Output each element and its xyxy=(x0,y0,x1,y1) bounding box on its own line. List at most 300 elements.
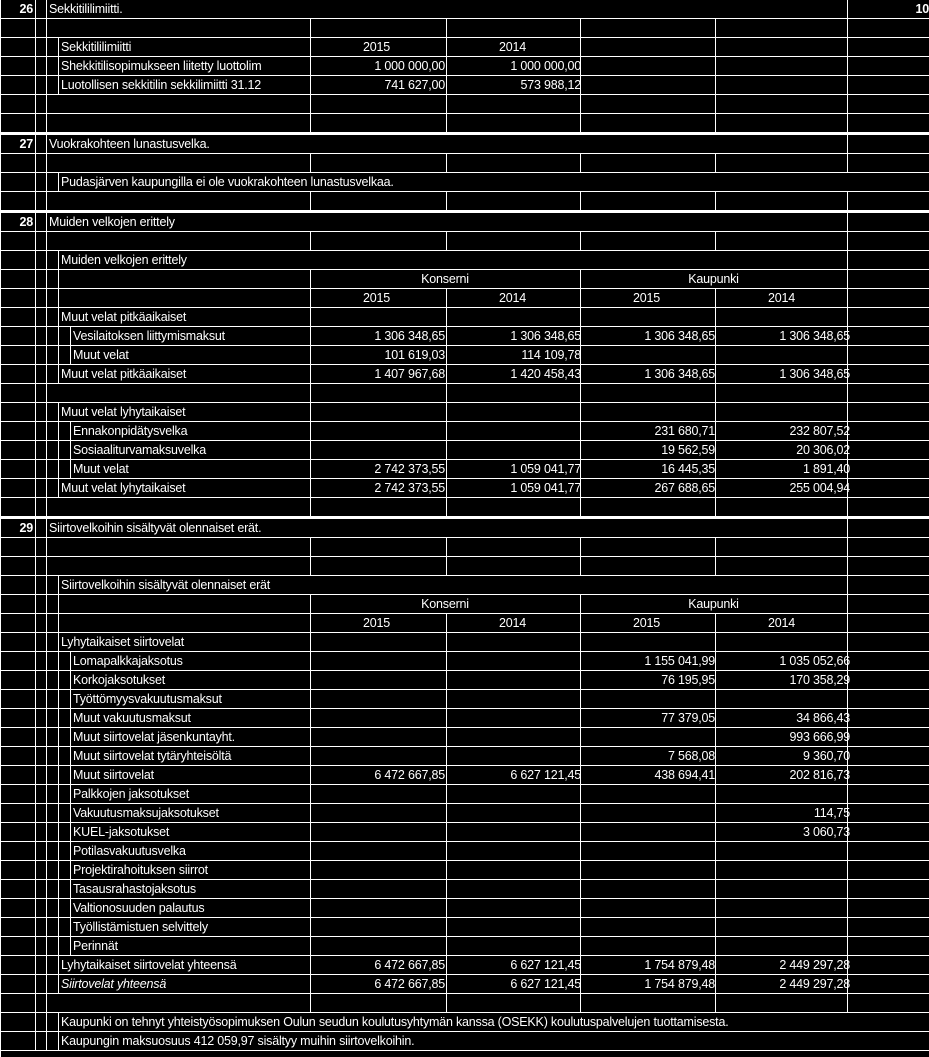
grid-line xyxy=(310,460,311,478)
grid-line xyxy=(46,460,47,478)
note-row xyxy=(1,1013,929,1032)
grid-line xyxy=(46,766,47,784)
table-title: Sekkitililimiitti xyxy=(61,40,132,54)
value-cell xyxy=(582,728,715,746)
grid-line xyxy=(58,422,59,440)
grid-line xyxy=(310,785,311,803)
value-cell: 6 627 121,45 xyxy=(510,977,581,991)
grid-line xyxy=(35,1032,36,1050)
grid-line xyxy=(70,823,71,841)
grid-line xyxy=(46,441,47,459)
grid-line xyxy=(58,614,59,632)
grid-line xyxy=(847,519,848,537)
grid-line xyxy=(847,595,848,613)
value-cell: 1 155 041,99 xyxy=(644,654,715,668)
grid-line xyxy=(446,975,447,993)
row-label: Vesilaitoksen liittymismaksut xyxy=(73,329,225,343)
grid-line xyxy=(310,918,311,936)
grid-line xyxy=(58,975,59,993)
total-row xyxy=(1,479,929,498)
value-cell xyxy=(312,918,445,936)
grid-line xyxy=(580,308,581,326)
grid-line xyxy=(58,956,59,974)
note-text: Pudasjärven kaupungilla ei ole vuokrakohteen lunastusvelkaa. xyxy=(61,175,394,189)
grid-line xyxy=(580,154,581,172)
grid-line xyxy=(70,937,71,955)
grand-total-label: Siirtovelat yhteensä xyxy=(61,977,167,991)
grid-line xyxy=(310,937,311,955)
grid-line xyxy=(715,785,716,803)
grid-line xyxy=(58,403,59,421)
grid-line xyxy=(715,728,716,746)
table-row xyxy=(1,671,929,690)
grid-line xyxy=(58,57,59,75)
grid-line xyxy=(446,114,447,132)
grid-line xyxy=(35,842,36,860)
group-header-kaupunki: Kaupunki xyxy=(688,272,739,286)
value-cell: 1 407 967,68 xyxy=(374,367,445,381)
grid-line xyxy=(715,114,716,132)
table-row xyxy=(1,308,929,327)
grid-line xyxy=(46,270,47,288)
grid-line xyxy=(35,766,36,784)
grid-line xyxy=(46,652,47,670)
value-cell xyxy=(312,785,445,803)
value-cell xyxy=(448,785,581,803)
grid-line xyxy=(46,975,47,993)
grid-line xyxy=(715,690,716,708)
grid-line xyxy=(35,327,36,345)
table-row xyxy=(1,154,929,173)
grid-line xyxy=(847,403,848,421)
table-title: Siirtovelkoihin sisältyvät olennaiset erät xyxy=(61,578,271,592)
grid-line xyxy=(715,308,716,326)
value-cell: 1 306 348,65 xyxy=(779,329,850,343)
value-cell xyxy=(448,690,581,708)
grid-line xyxy=(46,384,47,402)
value-cell: 20 306,02 xyxy=(796,443,850,457)
grid-line xyxy=(35,76,36,94)
grid-line xyxy=(35,365,36,383)
grid-line xyxy=(70,861,71,879)
value-cell xyxy=(717,899,850,917)
year-header-row xyxy=(1,289,929,308)
grid-line xyxy=(715,479,716,497)
value-cell xyxy=(582,880,715,898)
grid-line xyxy=(35,861,36,879)
value-cell xyxy=(582,842,715,860)
grid-line xyxy=(715,76,716,94)
grid-line xyxy=(847,384,848,402)
grid-line xyxy=(58,460,59,478)
grid-line xyxy=(310,441,311,459)
row-label: KUEL-jaksotukset xyxy=(73,825,170,839)
grid-line xyxy=(35,498,36,516)
grid-line xyxy=(310,823,311,841)
table-row xyxy=(1,114,929,135)
table-row xyxy=(1,690,929,709)
grid-line xyxy=(446,671,447,689)
value-cell: 114 109,78 xyxy=(521,348,581,362)
table-row xyxy=(1,557,929,576)
grid-line xyxy=(847,95,848,113)
grid-line xyxy=(847,270,848,288)
table-row xyxy=(1,95,929,114)
grid-line xyxy=(70,460,71,478)
grid-line xyxy=(46,937,47,955)
total-label: Muut velat lyhytaikaiset xyxy=(61,481,186,495)
table-row xyxy=(1,57,929,76)
grid-line xyxy=(70,842,71,860)
grid-line xyxy=(35,519,36,537)
value-cell xyxy=(312,823,445,841)
row-label: Tasausrahastojaksotus xyxy=(73,882,196,896)
grid-line xyxy=(70,918,71,936)
grid-line xyxy=(847,213,848,231)
grid-line xyxy=(580,403,581,421)
grid-line xyxy=(310,95,311,113)
grid-line xyxy=(715,460,716,478)
grid-line xyxy=(715,57,716,75)
value-cell xyxy=(717,842,850,860)
value-cell xyxy=(582,690,715,708)
grid-line xyxy=(715,365,716,383)
row-label: Sosiaaliturvamaksuvelka xyxy=(73,443,206,457)
grid-line xyxy=(35,251,36,269)
grid-line xyxy=(446,460,447,478)
value-cell: 6 472 667,85 xyxy=(374,768,445,782)
grid-line xyxy=(70,346,71,364)
grid-line xyxy=(446,690,447,708)
section-header-row xyxy=(1,213,929,232)
grid-line xyxy=(46,365,47,383)
value-cell: 1 420 458,43 xyxy=(510,367,581,381)
grid-line xyxy=(310,899,311,917)
grid-line xyxy=(58,880,59,898)
grid-line xyxy=(46,576,47,594)
grid-line xyxy=(310,956,311,974)
year-header: 2015 xyxy=(362,40,390,54)
grid-line xyxy=(715,823,716,841)
grid-line xyxy=(580,538,581,556)
value-cell: 6 472 667,85 xyxy=(374,977,445,991)
grid-line xyxy=(58,804,59,822)
year-header: 2015 xyxy=(362,291,390,305)
grid-line xyxy=(580,38,581,56)
grid-line xyxy=(310,346,311,364)
table-row xyxy=(1,937,929,956)
value-cell: 114,75 xyxy=(813,806,850,820)
section-header-row xyxy=(1,0,929,19)
table-row xyxy=(1,538,929,557)
total-row xyxy=(1,956,929,975)
value-cell: 1 306 348,65 xyxy=(779,367,850,381)
grid-line xyxy=(35,403,36,421)
grid-line xyxy=(715,652,716,670)
grid-line xyxy=(715,766,716,784)
year-header: 2015 xyxy=(632,291,660,305)
table-row xyxy=(1,633,929,652)
value-cell xyxy=(312,842,445,860)
grid-line xyxy=(70,422,71,440)
grid-line xyxy=(847,76,848,94)
grid-line xyxy=(715,384,716,402)
group-header-row xyxy=(1,595,929,614)
grid-line xyxy=(446,76,447,94)
grid-line xyxy=(35,709,36,727)
grid-line xyxy=(46,38,47,56)
table-row xyxy=(1,880,929,899)
grid-line xyxy=(70,804,71,822)
grid-line xyxy=(46,135,47,153)
grid-line xyxy=(46,422,47,440)
value-cell: 16 445,35 xyxy=(661,462,715,476)
grid-line xyxy=(35,747,36,765)
value-cell xyxy=(448,842,581,860)
grid-line xyxy=(310,975,311,993)
grid-line xyxy=(46,213,47,231)
grid-line xyxy=(310,498,311,516)
grid-line xyxy=(46,498,47,516)
grid-line xyxy=(446,918,447,936)
grid-line xyxy=(46,232,47,250)
section-title: Vuokrakohteen lunastusvelka. xyxy=(49,137,210,151)
value-cell: 6 472 667,85 xyxy=(374,958,445,972)
grid-line xyxy=(46,154,47,172)
section-header-row xyxy=(1,135,929,154)
grid-line xyxy=(70,327,71,345)
table-row xyxy=(1,422,929,441)
value-cell xyxy=(582,823,715,841)
grid-line xyxy=(715,671,716,689)
group-header-konserni: Konserni xyxy=(421,272,469,286)
grid-line xyxy=(70,899,71,917)
grid-line xyxy=(847,557,848,575)
grid-line xyxy=(715,747,716,765)
value-cell: 267 688,65 xyxy=(654,481,715,495)
value-cell xyxy=(448,652,581,670)
value-cell xyxy=(717,861,850,879)
grid-line xyxy=(46,251,47,269)
table-row xyxy=(1,384,929,403)
grid-line xyxy=(35,213,36,231)
row-label: Lomapalkkajaksotus xyxy=(73,654,183,668)
value-cell: 255 004,94 xyxy=(789,481,850,495)
table-row xyxy=(1,327,929,346)
grid-line xyxy=(46,289,47,307)
grid-line xyxy=(446,346,447,364)
grid-line xyxy=(310,538,311,556)
grid-line xyxy=(58,173,59,191)
grid-line xyxy=(446,498,447,516)
grid-line xyxy=(446,95,447,113)
table-row xyxy=(1,192,929,213)
value-cell: 1 035 052,66 xyxy=(779,654,850,668)
total-label: Lyhytaikaiset siirtovelat yhteensä xyxy=(61,958,237,972)
grid-line xyxy=(446,861,447,879)
table-title-row xyxy=(1,576,929,595)
value-cell xyxy=(582,861,715,879)
value-cell xyxy=(448,804,581,822)
note-text: Kaupungin maksuosuus 412 059,97 sisältyy muihin siirtovelkoihin. xyxy=(61,1034,415,1048)
grid-line xyxy=(46,76,47,94)
grid-line xyxy=(446,308,447,326)
value-cell: 1 000 000,00 xyxy=(510,59,581,73)
grid-line xyxy=(46,346,47,364)
grid-line xyxy=(310,747,311,765)
grid-line xyxy=(46,1032,47,1050)
subheading: Lyhytaikaiset siirtovelat xyxy=(61,635,185,649)
grid-line xyxy=(446,232,447,250)
grid-line xyxy=(35,823,36,841)
table-row xyxy=(1,785,929,804)
table-row xyxy=(1,346,929,365)
value-cell: 232 807,52 xyxy=(789,424,850,438)
value-cell: 2 449 297,28 xyxy=(779,958,850,972)
year-header: 2014 xyxy=(498,40,526,54)
table-row xyxy=(1,823,929,842)
grid-line xyxy=(847,576,848,594)
grid-line xyxy=(715,441,716,459)
table-row xyxy=(1,747,929,766)
grid-line xyxy=(35,19,36,37)
grid-line xyxy=(46,95,47,113)
grid-line xyxy=(58,766,59,784)
grid-line xyxy=(58,251,59,269)
value-cell xyxy=(312,861,445,879)
group-header-konserni: Konserni xyxy=(421,597,469,611)
row-label: Shekkitilisopimukseen liitetty luottolim xyxy=(61,59,262,73)
grid-line xyxy=(446,804,447,822)
table-row xyxy=(1,918,929,937)
value-cell xyxy=(582,346,715,364)
value-cell xyxy=(717,346,850,364)
grid-line xyxy=(46,880,47,898)
grid-line xyxy=(310,994,311,1012)
grid-line xyxy=(715,403,716,421)
grid-line xyxy=(35,633,36,651)
grid-line xyxy=(446,57,447,75)
value-cell: 573 988,12 xyxy=(520,78,581,92)
grid-line xyxy=(70,652,71,670)
total-row xyxy=(1,365,929,384)
grid-line xyxy=(310,365,311,383)
value-cell xyxy=(448,918,581,936)
grid-line xyxy=(715,95,716,113)
value-cell xyxy=(448,823,581,841)
grid-line xyxy=(58,479,59,497)
table-row xyxy=(1,441,929,460)
grid-line xyxy=(715,880,716,898)
grid-line xyxy=(35,270,36,288)
grid-line xyxy=(35,422,36,440)
note-row xyxy=(1,173,929,192)
table-row xyxy=(1,709,929,728)
grid-line xyxy=(35,57,36,75)
value-cell: 101 619,03 xyxy=(384,348,445,362)
row-label: Vakuutusmaksujaksotukset xyxy=(73,806,219,820)
year-header: 2015 xyxy=(362,616,390,630)
total-label: Muut velat pitkäaikaiset xyxy=(61,367,187,381)
grid-line xyxy=(310,232,311,250)
grid-line xyxy=(46,728,47,746)
section-title: Sekkitililimiitti. xyxy=(49,2,123,16)
grid-line xyxy=(35,937,36,955)
grid-line xyxy=(58,709,59,727)
grid-line xyxy=(446,747,447,765)
grid-line xyxy=(446,19,447,37)
grid-line xyxy=(70,880,71,898)
grid-line xyxy=(715,327,716,345)
row-label: Muut siirtovelat xyxy=(73,768,154,782)
table-row xyxy=(1,76,929,95)
grid-line xyxy=(35,975,36,993)
group-header-kaupunki: Kaupunki xyxy=(688,597,739,611)
grid-line xyxy=(847,498,848,516)
grand-total-row xyxy=(1,975,929,994)
value-cell xyxy=(312,899,445,917)
value-cell: 1 306 348,65 xyxy=(374,329,445,343)
grid-line xyxy=(847,154,848,172)
grid-line xyxy=(446,327,447,345)
grid-line xyxy=(715,937,716,955)
table-row xyxy=(1,232,929,251)
grid-line xyxy=(446,842,447,860)
grid-line xyxy=(310,154,311,172)
section-number: 28 xyxy=(19,215,33,229)
value-cell: 9 360,70 xyxy=(802,749,850,763)
row-label: Projektirahoituksen siirrot xyxy=(73,863,208,877)
grid-line xyxy=(847,114,848,132)
grid-line xyxy=(58,671,59,689)
grid-line xyxy=(35,595,36,613)
grid-line xyxy=(446,785,447,803)
grid-line xyxy=(715,38,716,56)
grid-line xyxy=(58,747,59,765)
year-header: 2014 xyxy=(767,291,795,305)
grid-line xyxy=(310,842,311,860)
grid-line xyxy=(35,135,36,153)
grid-line xyxy=(580,192,581,210)
grid-line xyxy=(35,441,36,459)
value-cell xyxy=(582,899,715,917)
grid-line xyxy=(715,709,716,727)
grid-line xyxy=(310,57,311,75)
grid-line xyxy=(35,576,36,594)
grid-line xyxy=(715,422,716,440)
grid-line xyxy=(580,232,581,250)
table-row xyxy=(1,728,929,747)
table-title: Muiden velkojen erittely xyxy=(61,253,187,267)
grid-line xyxy=(580,95,581,113)
grid-line xyxy=(70,671,71,689)
value-cell: 77 379,05 xyxy=(661,711,715,725)
table-row xyxy=(1,766,929,785)
row-label: Työttömyysvakuutusmaksut xyxy=(73,692,222,706)
table-title-row xyxy=(1,251,929,270)
grid-line xyxy=(715,861,716,879)
grid-line xyxy=(58,289,59,307)
value-cell xyxy=(717,785,850,803)
section-number: 27 xyxy=(19,137,33,151)
table-row xyxy=(1,861,929,880)
grid-line xyxy=(46,327,47,345)
value-cell xyxy=(312,804,445,822)
grid-line xyxy=(70,709,71,727)
grid-line xyxy=(70,747,71,765)
grid-line xyxy=(35,384,36,402)
grid-line xyxy=(446,880,447,898)
